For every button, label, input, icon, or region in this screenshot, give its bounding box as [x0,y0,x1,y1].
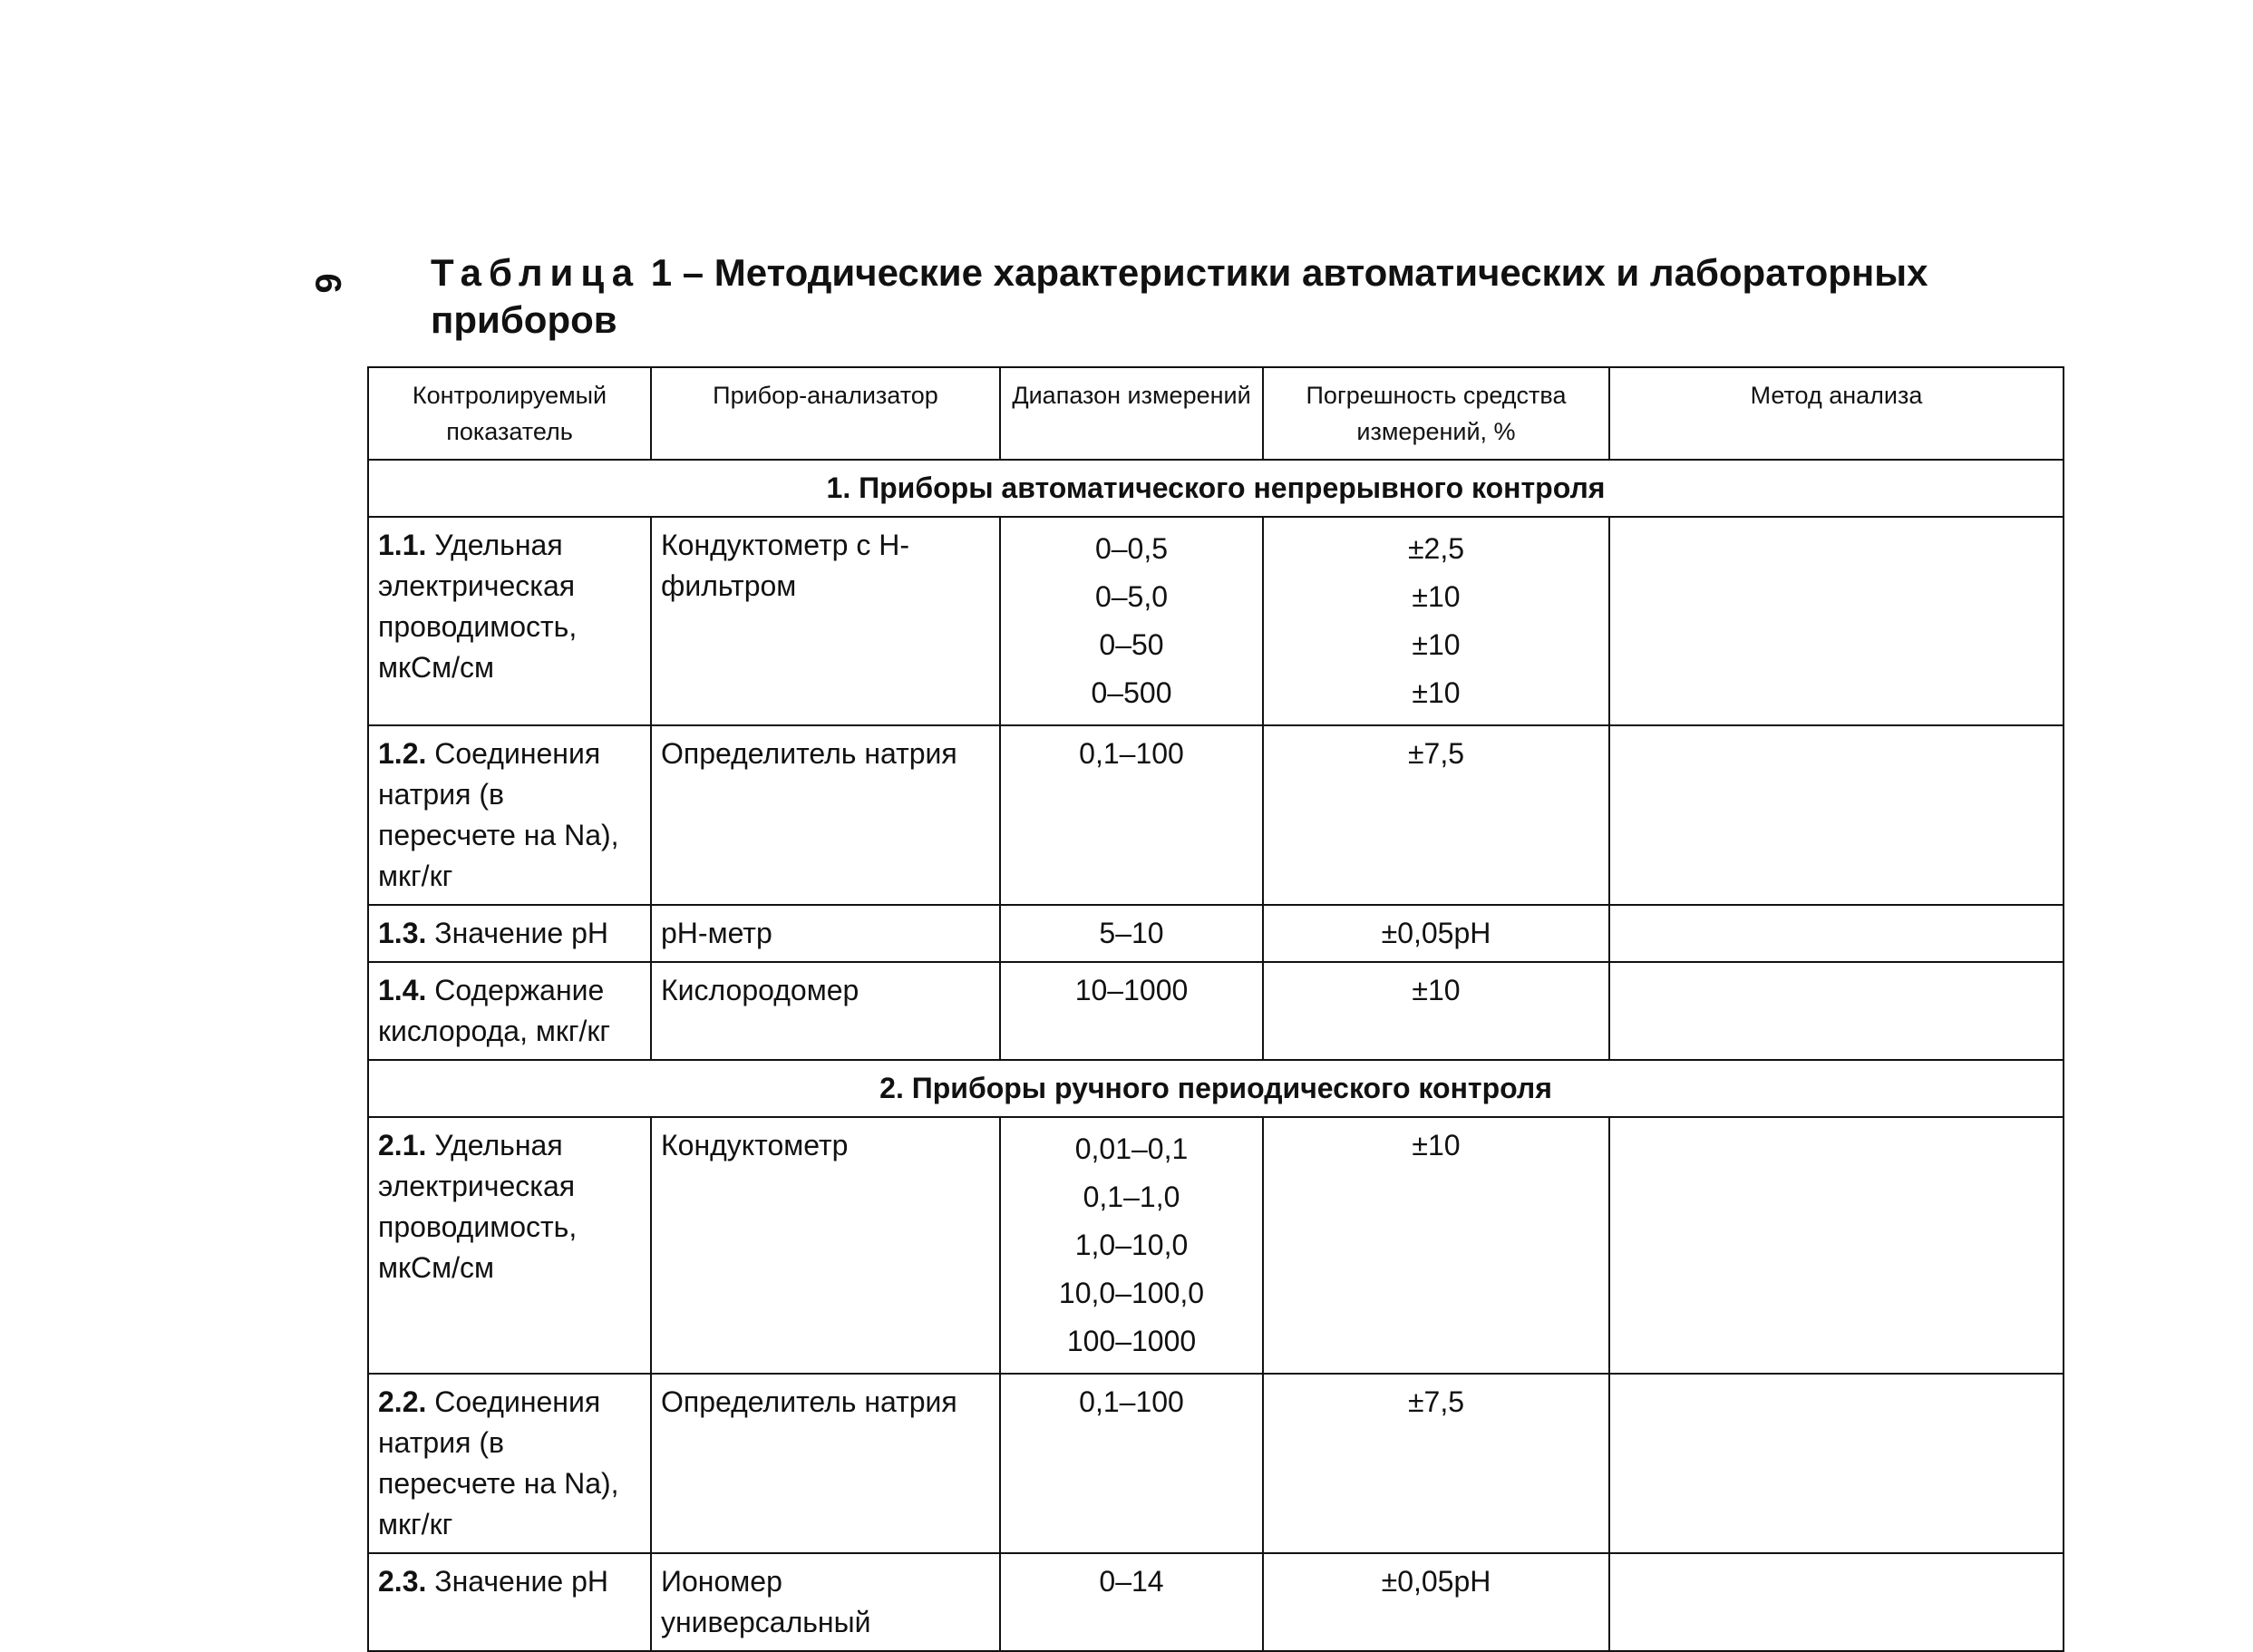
device-cell: Кондуктометр [651,1117,1000,1374]
range-cell: 0–14 [1000,1553,1263,1651]
method-cell [1609,1553,2064,1651]
page-number: 6 [307,273,348,294]
range-cell [1000,1117,1263,1374]
indicator-text: Значение рН [434,1565,608,1598]
method-cell [1609,517,2064,725]
method-cell [1609,962,2064,1060]
characteristics-table [367,366,2064,1652]
range-value: 1,0–10,0 [1074,1229,1189,1261]
header-indicator: Контролируемый показатель [368,367,651,460]
table-row [368,517,2064,725]
indicator-text: Содержание кислорода, мкг/кг [378,974,611,1047]
header-device: Прибор-анализатор [651,367,1000,460]
row-number: 1.3. [378,917,427,949]
header-range: Диапазон измерений [1000,367,1263,460]
indicator-cell [368,1374,651,1553]
error-cell: ±0,05рН [1263,1553,1609,1651]
indicator-text: Удельная электрическая проводимость, мкСм/см [378,529,578,684]
table-row [368,1117,2064,1374]
indicator-cell [368,905,651,962]
row-number: 1.1. [378,529,427,561]
indicator-text: Соединения натрия (в пересчете на Na), мкг/кг [378,737,619,892]
device-cell: Определитель натрия [651,1374,1000,1553]
range-cell: 0,1–100 [1000,1374,1263,1553]
indicator-cell [368,1553,651,1651]
caption-dash: – [682,251,704,294]
range-value: 100–1000 [1066,1325,1197,1357]
indicator-text: Соединения натрия (в пересчете на Na), мкг/кг [378,1385,619,1540]
method-cell [1609,1374,2064,1553]
indicator-cell [368,517,651,725]
table-caption [367,249,2090,344]
error-value: ±10 [1412,580,1461,613]
section-title: 1. Приборы автоматического непрерывного контроля [368,460,2064,517]
range-value: 0,01–0,1 [1074,1132,1189,1165]
range-cell: 10–1000 [1000,962,1263,1060]
header-row [368,367,2064,460]
header-error: Погрешность средства измерений, % [1263,367,1609,460]
row-number: 2.2. [378,1385,427,1418]
table-row [368,1374,2064,1553]
indicator-cell [368,1117,651,1374]
error-value: ±2,5 [1407,532,1465,565]
range-value: 0–5,0 [1094,580,1169,613]
section-title: 2. Приборы ручного периодического контроля [368,1060,2064,1117]
indicator-text: Значение рН [434,917,608,949]
error-cell: ±0,05рН [1263,905,1609,962]
table-row [368,962,2064,1060]
table-row [368,1553,2064,1651]
indicator-text: Удельная электрическая проводимость, мкСм/см [378,1129,578,1284]
section-header [368,460,2064,517]
table-row [368,905,2064,962]
method-cell [1609,725,2064,905]
header-method: Метод анализа [1609,367,2064,460]
device-cell: Кондуктометр с Н-фильтром [651,517,1000,725]
device-cell: Иономер универсальный [651,1553,1000,1651]
range-value: 0–500 [1091,676,1172,709]
section-header [368,1060,2064,1117]
range-value: 0–50 [1099,628,1164,661]
error-cell: ±10 [1263,962,1609,1060]
error-cell: ±7,5 [1263,725,1609,905]
range-value: 0,1–1,0 [1083,1181,1180,1213]
caption-number: 1 [650,251,673,294]
error-cell: ±10 [1263,1117,1609,1374]
range-value: 10,0–100,0 [1058,1277,1205,1309]
row-number: 1.2. [378,737,427,770]
indicator-cell [368,725,651,905]
range-cell: 0,1–100 [1000,725,1263,905]
range-value: 0–0,5 [1094,532,1169,565]
error-value: ±10 [1412,676,1461,709]
row-number: 2.3. [378,1565,427,1598]
table-row [368,725,2064,905]
method-cell [1609,905,2064,962]
error-cell [1263,517,1609,725]
method-cell [1609,1117,2064,1374]
error-value: ±10 [1412,628,1461,661]
range-cell [1000,517,1263,725]
caption-label: Таблица [431,251,641,294]
row-number: 2.1. [378,1129,427,1161]
caption-text: Методические характеристики автоматических и лабораторных приборов [431,251,1928,341]
device-cell: Определитель натрия [651,725,1000,905]
device-cell: Кислородомер [651,962,1000,1060]
error-cell: ±7,5 [1263,1374,1609,1553]
range-cell: 5–10 [1000,905,1263,962]
device-cell: рН-метр [651,905,1000,962]
indicator-cell [368,962,651,1060]
row-number: 1.4. [378,974,427,1006]
